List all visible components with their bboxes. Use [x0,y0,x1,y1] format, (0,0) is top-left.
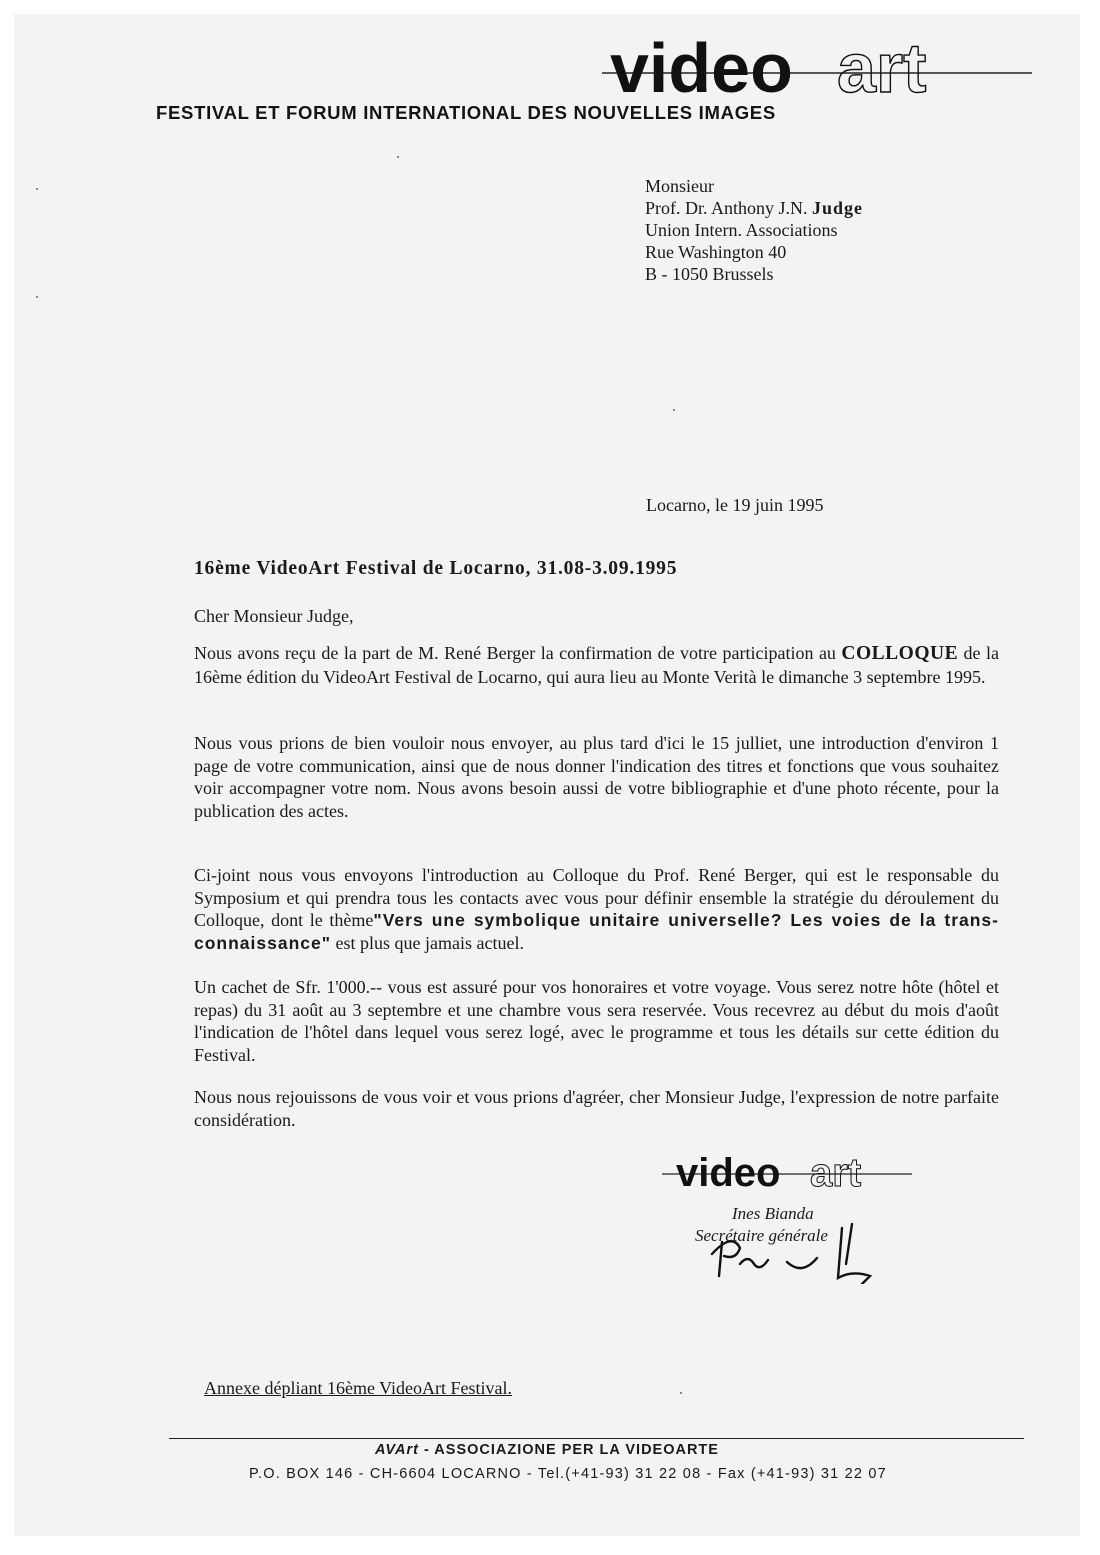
scan-speck [36,296,38,298]
videoart-logo-small [662,1152,912,1194]
paragraph-introduction [194,864,999,954]
annexe-note: Annexe dépliant 16ème VideoArt Festival. [204,1378,513,1398]
recipient-name-prefix: Prof. Dr. Anthony J.N. [645,198,813,218]
footer-org-name: - ASSOCIAZIONE PER LA VIDEOARTE [418,1442,719,1458]
paragraph-confirmation [194,642,999,688]
paragraph-text: de la 16ème édition du VideoArt Festival de Locarno, qui aura lieu au Monte Verità le dimanche 3 septembre 1995. [194,643,1000,687]
recipient-address [645,175,863,285]
logo-word-art: art [837,32,927,107]
scan-speck [673,409,675,411]
paragraph-text: Ci-joint nous vous envoyons l'introduction au Colloque du Prof. René Berger, qui est le responsable du Symposium et qui prendra tous les contacts avec vous pour définir ensemble la stratégie du déroulement du Colloque, dont le thème [194,865,999,930]
recipient-line: B - 1050 Brussels [645,264,774,284]
videoart-logo [602,32,1032,107]
recipient-surname: Judge [812,198,864,218]
letter-subject: 16ème VideoArt Festival de Locarno, 31.08-3.09.1995 [194,558,678,579]
recipient-line: Rue Washington 40 [645,242,787,262]
scan-speck [680,1392,682,1394]
paragraph-text: Nous avons reçu de la part de M. René Berger la confirmation de votre participation au [194,643,842,663]
recipient-line: Monsieur [645,176,714,196]
colloquium-theme: "Vers une symbolique unitaire universelle? Les voies de la trans-connaissance" [194,910,999,953]
paragraph-request: Nous vous prions de bien vouloir nous envoyer, au plus tard d'ici le 15 julliet, une introduction d'environ 1 page de votre communication, ainsi que de nous donner l'indication des titres et fonctions que vous souhaitez voir accompagner votre nom. Nous avons besoin aussi de votre bibliographie et d'une photo récente, pour la publication des actes. [194,733,999,821]
salutation: Cher Monsieur Judge, [194,606,354,626]
signatory-title: Secrétaire générale [695,1226,828,1245]
recipient-line [645,197,863,219]
footer-org-acronym: AVArt [375,1442,419,1458]
handwritten-signature [692,1214,882,1284]
footer-organization [14,1442,1080,1458]
paragraph-closing: Nous nous rejouissons de vous voir et vous prions d'agréer, cher Monsieur Judge, l'expression de notre parfaite considération. [194,1087,999,1130]
logo-word-video: video [676,1152,781,1194]
footer-divider [169,1438,1024,1439]
signatory-name: Ines Bianda [732,1204,814,1223]
paragraph-text: est plus que jamais actuel. [331,932,524,953]
scan-speck [36,188,38,190]
letter-page [14,14,1080,1536]
logo-word-art: art [810,1152,862,1194]
colloque-bold: COLLOQUE [841,643,959,664]
letterhead-tagline: FESTIVAL ET FORUM INTERNATIONAL DES NOUVELLES IMAGES [156,102,776,123]
letter-date: Locarno, le 19 juin 1995 [646,495,824,515]
scan-speck [397,156,399,158]
logo-word-video: video [610,32,793,107]
recipient-line: Union Intern. Associations [645,220,838,240]
footer-contact: P.O. BOX 146 - CH-6604 LOCARNO - Tel.(+41-93) 31 22 08 - Fax (+41-93) 31 22 07 [249,1466,887,1482]
paragraph-fee: Un cachet de Sfr. 1'000.-- vous est assuré pour vos honoraires et votre voyage. Vous serez notre hôte (hôtel et repas) du 31 août au 3 septembre et une chambre vous sera reservée. Vous recevrez au début du mois d'août l'indication de l'hôtel dans lequel vous serez logé, avec le programme et tous les détails sur cette édition du Festival. [194,977,999,1065]
